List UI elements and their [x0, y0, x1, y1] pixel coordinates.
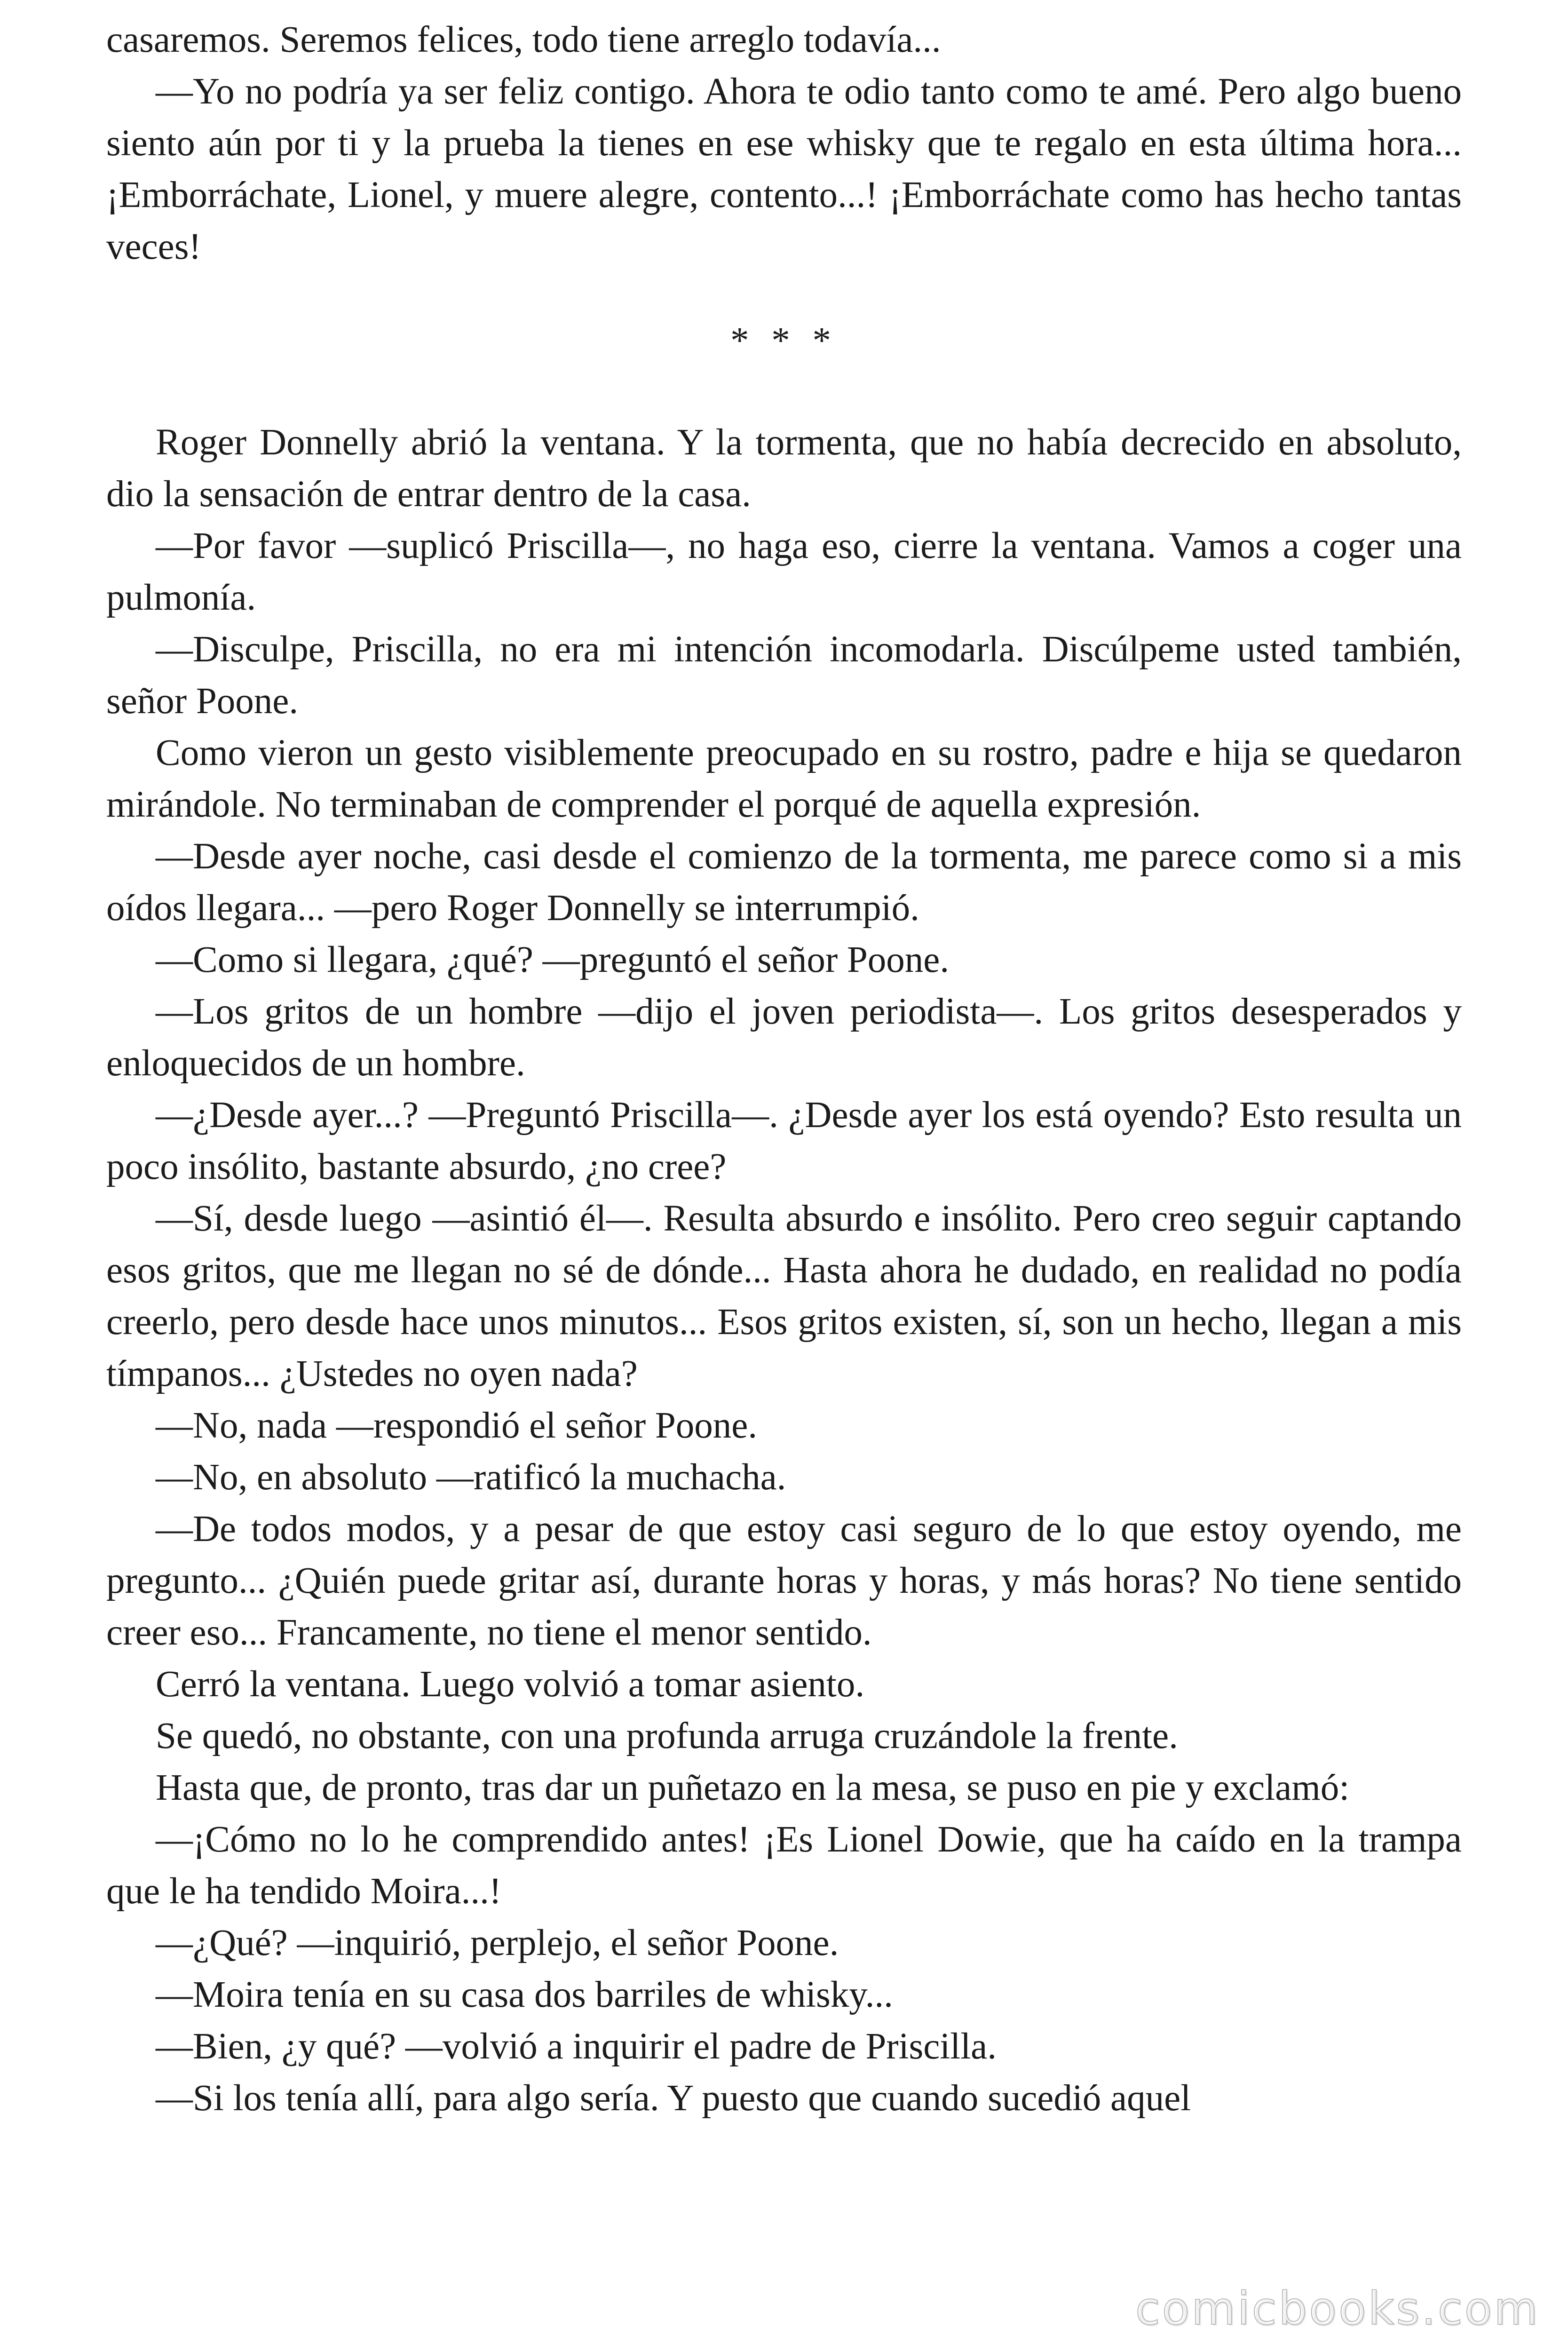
paragraph: —Disculpe, Priscilla, no era mi intención incomodarla. Discúlpeme usted también, señor Poone. — [106, 629, 1462, 722]
paragraph: Como vieron un gesto visiblemente preocupado en su rostro, padre e hija se quedaron mirándole. No terminaban de comprender el porqué de aquella expresión. — [106, 732, 1462, 825]
document-page — [106, 14, 1462, 2124]
paragraph: casaremos. Seremos felices, todo tiene arreglo todavía... — [106, 19, 941, 60]
paragraph: —¿Qué? —inquirió, perplejo, el señor Poone. — [156, 1923, 839, 1963]
paragraph: Se quedó, no obstante, con una profunda arruga cruzándole la frente. — [156, 1716, 1178, 1756]
paragraph: —Si los tenía allí, para algo sería. Y puesto que cuando sucedió aquel — [156, 2078, 1191, 2119]
watermark: comicbooks.com — [1135, 2282, 1540, 2335]
paragraph: Cerró la ventana. Luego volvió a tomar asiento. — [156, 1664, 865, 1705]
paragraph: —Desde ayer noche, casi desde el comienzo de la tormenta, me parece como si a mis oídos llegara... —pero Roger Donnelly se interrumpió. — [106, 836, 1462, 929]
paragraph: —Los gritos de un hombre —dijo el joven periodista—. Los gritos desesperados y enloquecidos de un hombre. — [106, 991, 1462, 1084]
section-separator: * * * — [730, 320, 838, 361]
paragraph: —No, en absoluto —ratificó la muchacha. — [156, 1457, 786, 1498]
paragraph: —Moira tenía en su casa dos barriles de whisky... — [156, 1974, 893, 2015]
paragraph: —Sí, desde luego —asintió él—. Resulta absurdo e insólito. Pero creo seguir captando esos gritos, que me llegan no sé de dónde... Hasta ahora he dudado, en realidad no podía creerlo, pero desde hace unos minutos... Esos gritos existen, sí, son un hecho, llegan a mis tímpanos... ¿Ustedes no oyen nada? — [106, 1198, 1462, 1394]
paragraph: Roger Donnelly abrió la ventana. Y la tormenta, que no había decrecido en absoluto, dio la sensación de entrar dentro de la casa. — [106, 422, 1462, 515]
paragraph: —De todos modos, y a pesar de que estoy casi seguro de lo que estoy oyendo, me pregunto... ¿Quién puede gritar así, durante horas y horas, y más horas? No tiene sentido creer eso... Francamente, no tiene el menor sentido. — [106, 1509, 1462, 1653]
paragraph: —¡Cómo no lo he comprendido antes! ¡Es Lionel Dowie, que ha caído en la trampa que le ha tendido Moira...! — [106, 1819, 1462, 1912]
paragraph: —Yo no podría ya ser feliz contigo. Ahora te odio tanto como te amé. Pero algo bueno siento aún por ti y la prueba la tienes en ese whisky que te regalo en esta última hora... ¡Emborráchate, Lionel, y muere alegre, contento...! ¡Emborráchate como has hecho tantas veces! — [106, 71, 1462, 267]
paragraph: Hasta que, de pronto, tras dar un puñetazo en la mesa, se puso en pie y exclamó: — [156, 1767, 1350, 1808]
paragraph: —¿Desde ayer...? —Preguntó Priscilla—. ¿Desde ayer los está oyendo? Esto resulta un poco insólito, bastante absurdo, ¿no cree? — [106, 1095, 1462, 1187]
paragraph: —No, nada —respondió el señor Poone. — [156, 1405, 758, 1446]
paragraph: —Como si llegara, ¿qué? —preguntó el señor Poone. — [156, 939, 950, 980]
paragraph: —Por favor —suplicó Priscilla—, no haga eso, cierre la ventana. Vamos a coger una pulmonía. — [106, 525, 1462, 618]
paragraph: —Bien, ¿y qué? —volvió a inquirir el padre de Priscilla. — [156, 2026, 997, 2067]
